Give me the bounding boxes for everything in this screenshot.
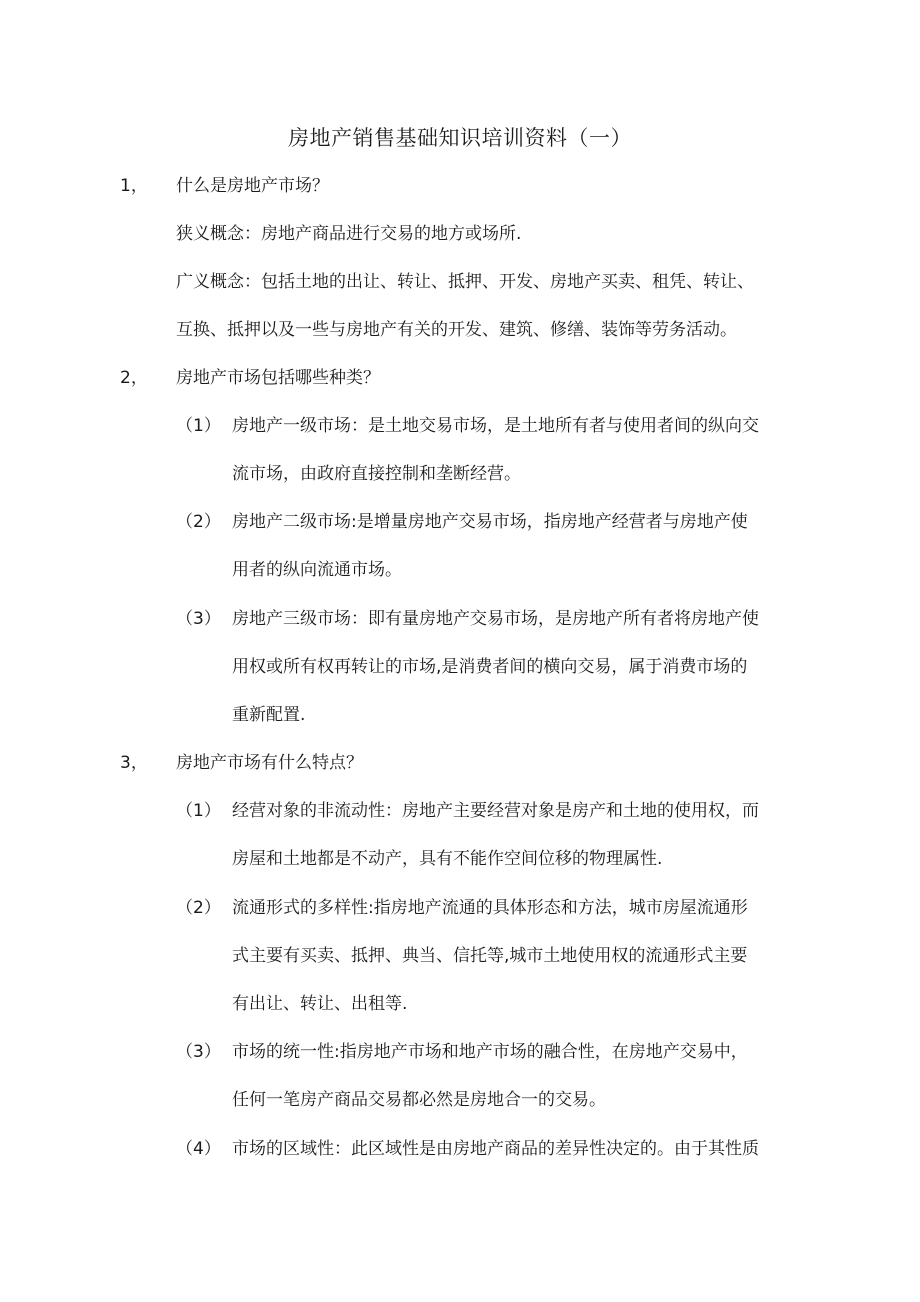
- paragraph-line: 用权或所有权再转让的市场,是消费者间的横向交易，属于消费市场的: [232, 657, 748, 677]
- paragraph-line: 市场的统一性:指房地产市场和地产市场的融合性，在房地产交易中，: [232, 1042, 748, 1062]
- item-marker: （1）: [176, 801, 221, 821]
- item-marker: （2）: [176, 898, 221, 918]
- item-marker: （4）: [176, 1139, 221, 1159]
- paragraph-line: 任何一笔房产商品交易都必然是房地合一的交易。: [232, 1090, 606, 1110]
- paragraph-line: 流通形式的多样性:指房地产流通的具体形态和方法，城市房屋流通形: [232, 898, 748, 918]
- section-number: 2，: [120, 368, 148, 388]
- paragraph-line: 房地产三级市场：即有量房地产交易市场，是房地产所有者将房地产使: [232, 609, 759, 629]
- item-marker: （3）: [176, 1042, 221, 1062]
- section-question: 房地产市场有什么特点？: [176, 753, 363, 773]
- paragraph-line: 用者的纵向流通市场。: [232, 560, 402, 580]
- paragraph-line: 市场的区域性：此区域性是由房地产商品的差异性决定的。由于其性质: [232, 1139, 759, 1159]
- paragraph-line: 经营对象的非流动性：房地产主要经营对象是房产和土地的使用权，而: [232, 801, 759, 821]
- section-question: 什么是房地产市场？: [176, 176, 329, 196]
- item-marker: （2）: [176, 512, 221, 532]
- paragraph-line: 重新配置.: [232, 705, 306, 725]
- paragraph-line: 狭义概念：房地产商品进行交易的地方或场所.: [176, 224, 522, 244]
- document-title: 房地产销售基础知识培训资料（一）: [288, 126, 632, 150]
- paragraph-line: 房地产二级市场:是增量房地产交易市场，指房地产经营者与房地产使: [232, 512, 748, 532]
- section-number: 1，: [120, 176, 148, 196]
- paragraph-line: 式主要有买卖、抵押、典当、信托等,城市土地使用权的流通形式主要: [232, 946, 748, 966]
- paragraph-line: 房地产一级市场：是土地交易市场，是土地所有者与使用者间的纵向交: [232, 416, 759, 436]
- paragraph-line: 流市场，由政府直接控制和垄断经营。: [232, 464, 521, 484]
- paragraph-line: 互换、抵押以及一些与房地产有关的开发、建筑、修缮、装饰等劳务活动。: [176, 320, 737, 340]
- paragraph-line: 广义概念：包括土地的出让、转让、抵押、开发、房地产买卖、租凭、转让、: [176, 272, 754, 292]
- item-marker: （3）: [176, 609, 221, 629]
- item-marker: （1）: [176, 416, 221, 436]
- section-question: 房地产市场包括哪些种类？: [176, 368, 380, 388]
- paragraph-line: 有出让、转让、出租等.: [232, 994, 408, 1014]
- paragraph-line: 房屋和土地都是不动产，具有不能作空间位移的物理属性.: [232, 849, 663, 869]
- section-number: 3，: [120, 753, 148, 773]
